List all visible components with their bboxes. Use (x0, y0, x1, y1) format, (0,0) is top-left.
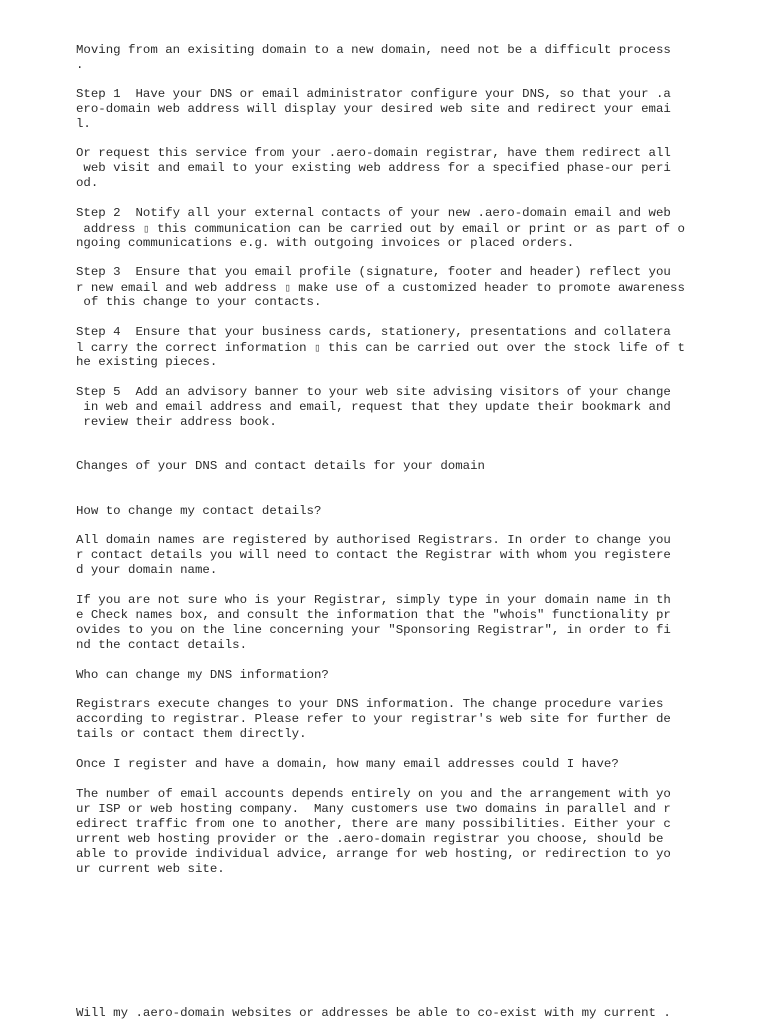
step5-line: in web and email address and email, request that they update their bookmark and (76, 400, 671, 414)
step2-text: address (76, 222, 143, 236)
answer-email-line: ur ISP or web hosting company. Many customers use two domains in parallel and r (76, 802, 671, 816)
answer-contact-line: r contact details you will need to contact the Registrar with whom you registere (76, 548, 671, 562)
step1-line: l. (76, 117, 91, 131)
step4-line: Step 4 Ensure that your business cards, stationery, presentations and collatera (76, 325, 671, 339)
answer-dns-line: tails or contact them directly. (76, 727, 307, 741)
answer-email-line: able to provide individual advice, arrange for web hosting, or redirection to yo (76, 847, 671, 861)
answer-registrar-line: e Check names box, and consult the information that the "whois" functionality pr (76, 608, 671, 622)
step4-text: this can be carried out over the stock life of t (320, 341, 685, 355)
step5-line: review their address book. (76, 415, 277, 429)
question-dns: Who can change my DNS information? (76, 668, 329, 682)
step3-line (76, 280, 685, 296)
step4-text: l carry the correct information (76, 341, 314, 355)
step4-line: he existing pieces. (76, 355, 218, 369)
answer-email-line: urrent web hosting provider or the .aero-domain registrar you choose, should be (76, 832, 664, 846)
step2-line (76, 221, 685, 237)
step4-line (76, 340, 685, 356)
intro-line: Moving from an exisiting domain to a new domain, need not be a difficult process (76, 43, 671, 57)
question-coexist: Will my .aero-domain websites or addresses be able to co-exist with my current . (76, 1006, 671, 1020)
step3-line: Step 3 Ensure that you email profile (signature, footer and header) reflect you (76, 265, 671, 279)
step5-line: Step 5 Add an advisory banner to your web site advising visitors of your change (76, 385, 671, 399)
missing-glyph-icon: ▯ (142, 222, 150, 235)
step2-line: ngoing communications e.g. with outgoing invoices or placed orders. (76, 236, 575, 250)
step2-text: this communication can be carried out by email or print or as part of o (149, 222, 685, 236)
answer-dns-line: Registrars execute changes to your DNS information. The change procedure varies (76, 697, 664, 711)
question-contact-details: How to change my contact details? (76, 504, 322, 518)
step3-line: of this change to your contacts. (76, 295, 322, 309)
missing-glyph-icon: ▯ (284, 281, 291, 294)
request-line: web visit and email to your existing web address for a specified phase-our peri (76, 161, 671, 175)
request-line: od. (76, 176, 99, 190)
section-heading: Changes of your DNS and contact details for your domain (76, 459, 485, 473)
answer-registrar-line: If you are not sure who is your Registrar, simply type in your domain name in th (76, 593, 671, 607)
answer-contact-line: d your domain name. (76, 563, 218, 577)
answer-contact-line: All domain names are registered by authorised Registrars. In order to change you (76, 533, 671, 547)
step1-line: ero-domain web address will display your desired web site and redirect your emai (76, 102, 671, 116)
step3-text: make use of a customized header to promote awareness (290, 281, 685, 295)
step3-text: r new email and web address (76, 281, 285, 295)
answer-email-line: edirect traffic from one to another, there are many possibilities. Either your c (76, 817, 671, 831)
answer-registrar-line: nd the contact details. (76, 638, 248, 652)
answer-registrar-line: ovides to you on the line concerning your "Sponsoring Registrar", in order to fi (76, 623, 671, 637)
answer-dns-line: according to registrar. Please refer to your registrar's web site for further de (76, 712, 671, 726)
intro-line: . (76, 58, 84, 72)
answer-email-line: ur current web site. (76, 862, 225, 876)
request-line: Or request this service from your .aero-domain registrar, have them redirect all (76, 146, 671, 160)
answer-email-line: The number of email accounts depends entirely on you and the arrangement with yo (76, 787, 671, 801)
step2-line: Step 2 Notify all your external contacts of your new .aero-domain email and web (76, 206, 671, 220)
step1-line: Step 1 Have your DNS or email administrator configure your DNS, so that your .a (76, 87, 671, 101)
question-email-count: Once I register and have a domain, how many email addresses could I have? (76, 757, 619, 771)
missing-glyph-icon: ▯ (313, 341, 321, 354)
